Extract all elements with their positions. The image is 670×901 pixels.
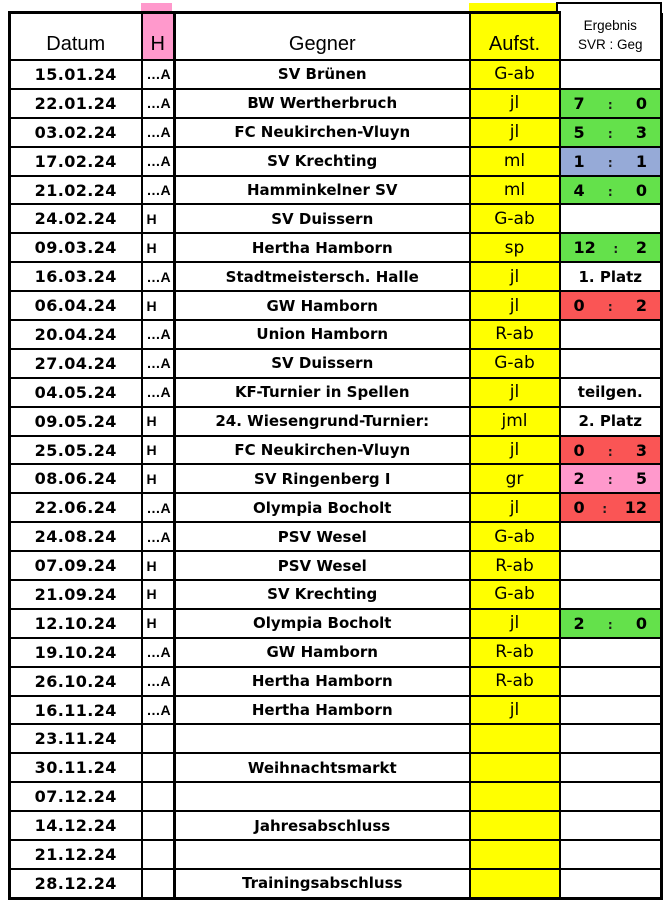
cell-aufstellung: jl — [470, 118, 560, 147]
col-header-datum: Datum — [10, 13, 142, 61]
cell-datum: 17.02.24 — [10, 147, 142, 176]
cell-gegner: Hertha Hamborn — [175, 233, 470, 262]
table-row — [10, 609, 662, 638]
cell-ergebnis — [560, 840, 662, 869]
score-away: 0 — [635, 180, 647, 200]
score-away: 2 — [635, 296, 647, 316]
cell-datum: 30.11.24 — [10, 753, 142, 782]
cell-gegner: PSV Wesel — [175, 551, 470, 580]
cell-gegner: Hertha Hamborn — [175, 696, 470, 725]
cell-home-away: H — [142, 464, 175, 493]
cell-gegner: Jahresabschluss — [175, 811, 470, 840]
cell-gegner: BW Wertherbruch — [175, 89, 470, 118]
table-row — [10, 118, 662, 147]
cell-ergebnis — [560, 176, 662, 205]
cell-datum: 21.02.24 — [10, 176, 142, 205]
cell-datum: 09.03.24 — [10, 233, 142, 262]
cell-home-away: …A — [142, 493, 175, 522]
cell-datum: 07.12.24 — [10, 782, 142, 811]
cell-ergebnis — [560, 291, 662, 320]
cell-datum: 16.11.24 — [10, 696, 142, 725]
score-separator: : — [607, 155, 613, 170]
cell-datum: 27.04.24 — [10, 349, 142, 378]
cell-aufstellung: jl — [470, 262, 560, 291]
cell-gegner: FC Neukirchen-Vluyn — [175, 436, 470, 465]
cell-aufstellung — [470, 811, 560, 840]
cell-ergebnis — [560, 60, 662, 89]
cell-home-away — [142, 724, 175, 753]
score-home: 0 — [573, 440, 585, 460]
cell-aufstellung — [470, 724, 560, 753]
cell-ergebnis — [560, 89, 662, 118]
score-separator: : — [607, 184, 613, 199]
cell-gegner: KF-Turnier in Spellen — [175, 378, 470, 407]
ergebnis-header-line1: Ergebnis — [583, 17, 637, 33]
cell-datum: 16.03.24 — [10, 262, 142, 291]
score-home: 4 — [573, 180, 585, 200]
cell-home-away: H — [142, 407, 175, 436]
table-row — [10, 724, 662, 753]
cell-ergebnis — [560, 204, 662, 233]
cell-aufstellung: jl — [470, 89, 560, 118]
cell-home-away — [142, 811, 175, 840]
cell-aufstellung: G-ab — [470, 349, 560, 378]
score-home: 7 — [573, 93, 585, 113]
cell-datum: 14.12.24 — [10, 811, 142, 840]
cell-aufstellung: jl — [470, 696, 560, 725]
match-schedule-table — [8, 11, 663, 900]
cell-gegner: Hertha Hamborn — [175, 667, 470, 696]
col-header-ergebnis — [560, 13, 662, 61]
cell-gegner: GW Hamborn — [175, 291, 470, 320]
score-separator: : — [613, 242, 619, 257]
cell-home-away: …A — [142, 176, 175, 205]
cell-ergebnis — [560, 464, 662, 493]
cell-aufstellung — [470, 782, 560, 811]
cell-ergebnis: 1. Platz — [560, 262, 662, 291]
cell-aufstellung: jl — [470, 378, 560, 407]
cell-aufstellung: jml — [470, 407, 560, 436]
cell-home-away — [142, 840, 175, 869]
cell-home-away: …A — [142, 522, 175, 551]
cell-home-away — [142, 782, 175, 811]
table-row — [10, 233, 662, 262]
cell-aufstellung: ml — [470, 147, 560, 176]
score-separator: : — [607, 473, 613, 488]
cell-home-away: H — [142, 291, 175, 320]
cell-home-away: …A — [142, 262, 175, 291]
cell-gegner: SV Brünen — [175, 60, 470, 89]
cell-aufstellung: R-ab — [470, 551, 560, 580]
table-row — [10, 349, 662, 378]
cell-home-away: …A — [142, 147, 175, 176]
table-row — [10, 811, 662, 840]
cell-datum: 19.10.24 — [10, 638, 142, 667]
cell-aufstellung — [470, 753, 560, 782]
cell-aufstellung: jl — [470, 609, 560, 638]
table-row — [10, 696, 662, 725]
cell-gegner: Stadtmeistersch. Halle — [175, 262, 470, 291]
col-header-gegner: Gegner — [175, 13, 470, 61]
table-row — [10, 753, 662, 782]
table-row — [10, 840, 662, 869]
cell-home-away: …A — [142, 60, 175, 89]
cell-home-away: …A — [142, 696, 175, 725]
cell-ergebnis — [560, 753, 662, 782]
table-row — [10, 667, 662, 696]
score-separator: : — [607, 444, 613, 459]
cell-aufstellung: sp — [470, 233, 560, 262]
score-away: 0 — [635, 93, 647, 113]
cell-ergebnis — [560, 118, 662, 147]
cell-gegner: PSV Wesel — [175, 522, 470, 551]
cell-datum: 15.01.24 — [10, 60, 142, 89]
score-home: 2 — [573, 613, 585, 633]
cell-aufstellung: R-ab — [470, 667, 560, 696]
table-row — [10, 320, 662, 349]
cell-datum: 21.12.24 — [10, 840, 142, 869]
table-row — [10, 522, 662, 551]
cell-gegner — [175, 840, 470, 869]
cell-ergebnis — [560, 782, 662, 811]
table-row — [10, 176, 662, 205]
cell-gegner: Olympia Bocholt — [175, 609, 470, 638]
score-away: 0 — [635, 613, 647, 633]
cell-gegner: FC Neukirchen-Vluyn — [175, 118, 470, 147]
cell-home-away: H — [142, 233, 175, 262]
cell-ergebnis — [560, 320, 662, 349]
score-separator: : — [607, 617, 613, 632]
score-home: 2 — [573, 469, 585, 489]
cell-ergebnis: teilgen. — [560, 378, 662, 407]
table-row — [10, 782, 662, 811]
cell-aufstellung: G-ab — [470, 60, 560, 89]
cell-datum: 12.10.24 — [10, 609, 142, 638]
cell-datum: 25.05.24 — [10, 436, 142, 465]
cell-gegner: Trainingsabschluss — [175, 869, 470, 898]
cell-aufstellung: jl — [470, 493, 560, 522]
score-away: 12 — [624, 498, 647, 518]
cell-datum: 26.10.24 — [10, 667, 142, 696]
score-away: 3 — [635, 122, 647, 142]
cell-gegner: SV Krechting — [175, 147, 470, 176]
cell-home-away — [142, 753, 175, 782]
cell-aufstellung: jl — [470, 436, 560, 465]
cell-home-away: …A — [142, 118, 175, 147]
cell-home-away: H — [142, 580, 175, 609]
table-row — [10, 638, 662, 667]
cell-home-away: …A — [142, 378, 175, 407]
cell-ergebnis — [560, 522, 662, 551]
cell-gegner: Olympia Bocholt — [175, 493, 470, 522]
cell-datum: 07.09.24 — [10, 551, 142, 580]
score-separator: : — [607, 97, 613, 112]
table-row — [10, 60, 662, 89]
cell-home-away: …A — [142, 320, 175, 349]
cell-aufstellung: R-ab — [470, 638, 560, 667]
cell-datum: 04.05.24 — [10, 378, 142, 407]
cell-home-away — [142, 869, 175, 898]
cell-gegner — [175, 782, 470, 811]
score-away: 5 — [635, 469, 647, 489]
cell-aufstellung: ml — [470, 176, 560, 205]
table-row — [10, 493, 662, 522]
cell-datum: 23.11.24 — [10, 724, 142, 753]
score-home: 0 — [573, 498, 585, 518]
score-away: 2 — [635, 238, 647, 258]
score-away: 3 — [635, 440, 647, 460]
table-row — [10, 464, 662, 493]
cell-datum: 28.12.24 — [10, 869, 142, 898]
cell-ergebnis — [560, 233, 662, 262]
score-separator: : — [602, 502, 608, 517]
cell-ergebnis — [560, 869, 662, 898]
cell-datum: 08.06.24 — [10, 464, 142, 493]
cell-ergebnis — [560, 147, 662, 176]
cell-gegner: Hamminkelner SV — [175, 176, 470, 205]
score-home: 12 — [573, 238, 596, 258]
cell-gegner: SV Duissern — [175, 204, 470, 233]
cell-home-away: …A — [142, 667, 175, 696]
cell-home-away: H — [142, 551, 175, 580]
cell-gegner: SV Ringenberg I — [175, 464, 470, 493]
cell-aufstellung — [470, 840, 560, 869]
header-row — [10, 13, 662, 61]
cell-ergebnis — [560, 667, 662, 696]
cell-datum: 24.02.24 — [10, 204, 142, 233]
cell-ergebnis — [560, 551, 662, 580]
cell-ergebnis: 2. Platz — [560, 407, 662, 436]
cell-ergebnis — [560, 493, 662, 522]
cell-home-away: …A — [142, 638, 175, 667]
cell-gegner: SV Duissern — [175, 349, 470, 378]
cell-datum: 21.09.24 — [10, 580, 142, 609]
cell-datum: 24.08.24 — [10, 522, 142, 551]
cell-aufstellung — [470, 869, 560, 898]
cell-datum: 22.06.24 — [10, 493, 142, 522]
cell-aufstellung: R-ab — [470, 320, 560, 349]
cell-datum: 09.05.24 — [10, 407, 142, 436]
cell-ergebnis — [560, 349, 662, 378]
table-row — [10, 89, 662, 118]
cell-datum: 03.02.24 — [10, 118, 142, 147]
cell-gegner: GW Hamborn — [175, 638, 470, 667]
cell-gegner: 24. Wiesengrund-Turnier: — [175, 407, 470, 436]
cell-datum: 06.04.24 — [10, 291, 142, 320]
table-row — [10, 147, 662, 176]
table-row — [10, 262, 662, 291]
cell-home-away: …A — [142, 89, 175, 118]
cell-ergebnis — [560, 609, 662, 638]
table-row — [10, 869, 662, 898]
cell-ergebnis — [560, 724, 662, 753]
score-home: 1 — [573, 151, 585, 171]
cell-home-away: …A — [142, 349, 175, 378]
cell-aufstellung: jl — [470, 291, 560, 320]
score-away: 1 — [635, 151, 647, 171]
table-row — [10, 407, 662, 436]
cell-gegner — [175, 724, 470, 753]
col-header-aufstellung: Aufst. — [470, 13, 560, 61]
table-row — [10, 291, 662, 320]
cell-gegner: Weihnachtsmarkt — [175, 753, 470, 782]
cell-aufstellung: G-ab — [470, 204, 560, 233]
ergebnis-header-line2: SVR : Geg — [577, 36, 643, 52]
cell-home-away: H — [142, 204, 175, 233]
cell-ergebnis — [560, 811, 662, 840]
table-row — [10, 204, 662, 233]
table-row — [10, 551, 662, 580]
cell-home-away: H — [142, 436, 175, 465]
cell-datum: 20.04.24 — [10, 320, 142, 349]
cell-ergebnis — [560, 580, 662, 609]
table-row — [10, 580, 662, 609]
score-home: 0 — [573, 296, 585, 316]
score-separator: : — [607, 300, 613, 315]
cell-ergebnis — [560, 638, 662, 667]
cell-datum: 22.01.24 — [10, 89, 142, 118]
table-row — [10, 436, 662, 465]
cell-ergebnis — [560, 436, 662, 465]
cell-aufstellung: G-ab — [470, 580, 560, 609]
score-home: 5 — [573, 122, 585, 142]
col-header-home-away: H — [142, 13, 175, 61]
cell-gegner: SV Krechting — [175, 580, 470, 609]
table-row — [10, 378, 662, 407]
score-separator: : — [607, 126, 613, 141]
cell-aufstellung: gr — [470, 464, 560, 493]
cell-home-away: H — [142, 609, 175, 638]
cell-aufstellung: G-ab — [470, 522, 560, 551]
cell-gegner: Union Hamborn — [175, 320, 470, 349]
cell-ergebnis — [560, 696, 662, 725]
